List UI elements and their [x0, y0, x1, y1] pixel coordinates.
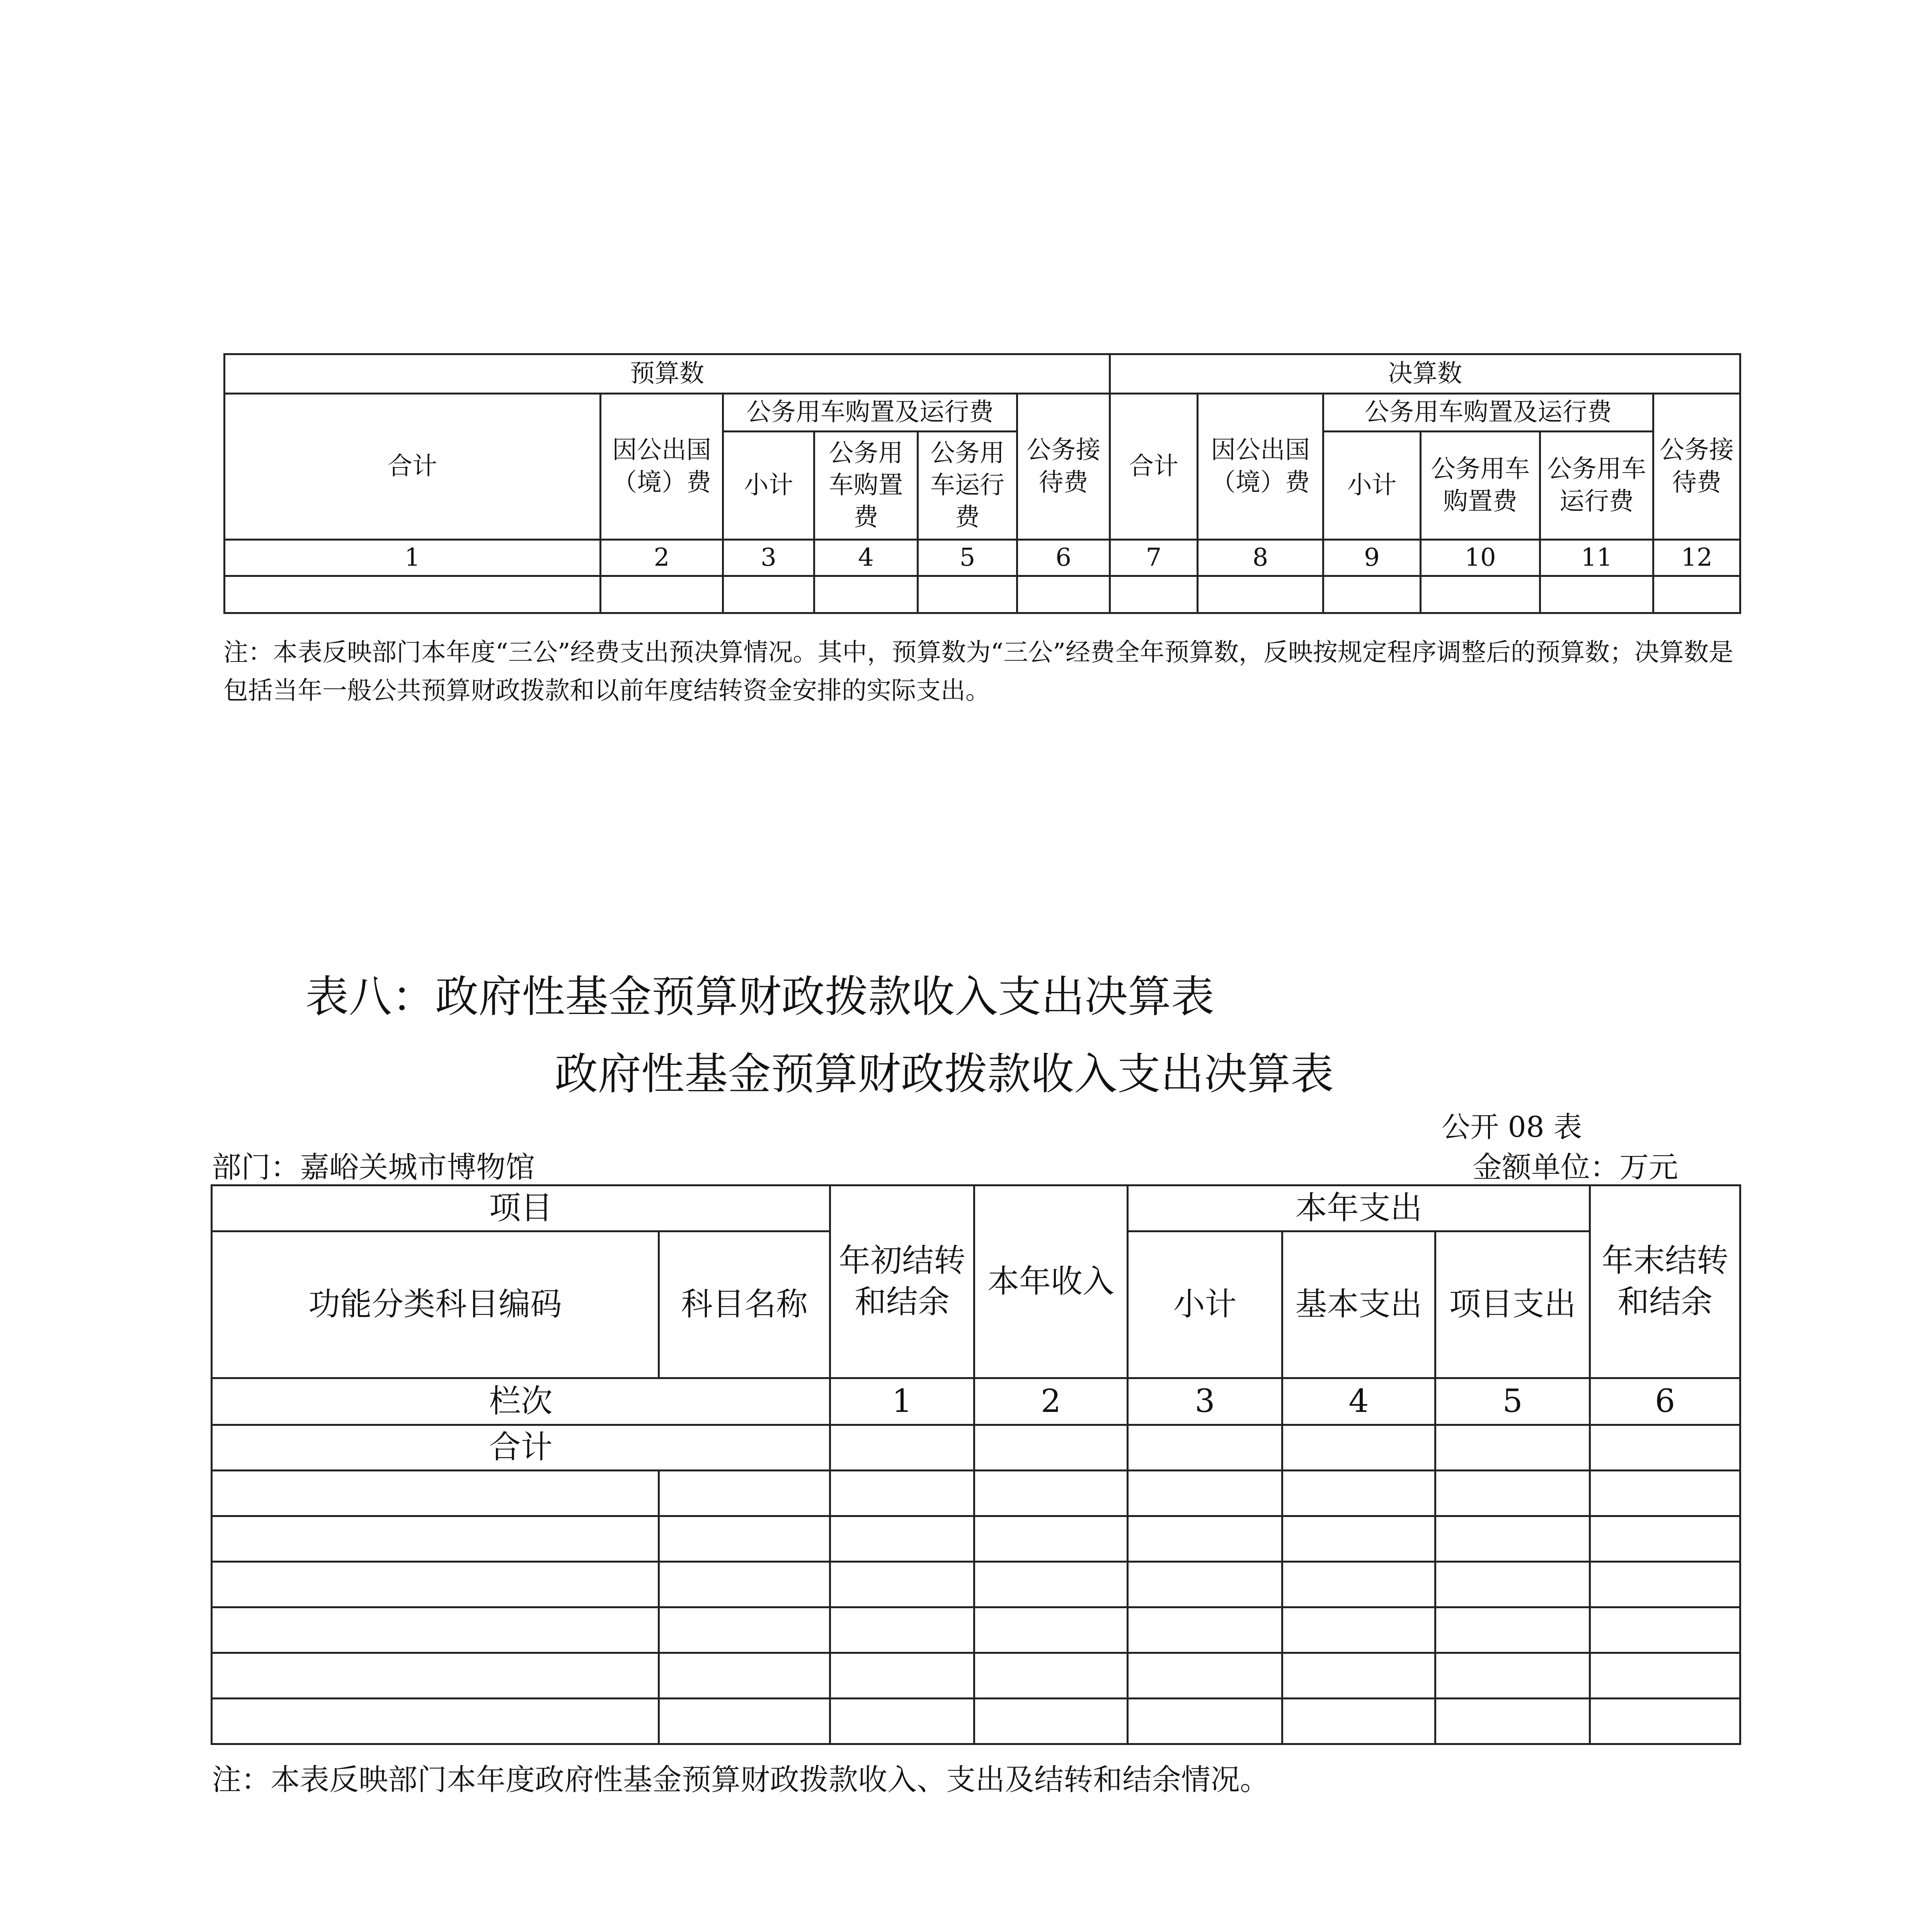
note-government-fund: 注：本表反映部门本年度政府性基金预算财政拨款收入、支出及结转和结余情况。 [212, 1762, 1269, 1797]
col-carry-begin: 年初结转 和结余 [830, 1185, 974, 1378]
col-vehicle-operation-budget: 公务用 车运行 费 [918, 432, 1017, 540]
col-overseas-final: 因公出国 （境）费 [1198, 394, 1323, 540]
table-row [212, 1607, 1740, 1653]
col-name: 科目名称 [659, 1231, 830, 1378]
three-public-expenses-table [223, 353, 1741, 614]
table-title: 政府性基金预算财政拨款收入支出决算表 [555, 1049, 1334, 1099]
col-number: 6 [1017, 540, 1110, 576]
col-total-final: 合计 [1110, 394, 1198, 540]
col-number: 11 [1540, 540, 1653, 576]
section-heading-8: 表八：政府性基金预算财政拨款收入支出决算表 [305, 972, 1214, 1022]
row-label: 栏次 [212, 1378, 830, 1425]
table-row [225, 576, 1740, 613]
note-three-public: 注：本表反映部门本年度“三公”经费支出预决算情况。其中，预算数为“三公”经费全年预算数，反映按规定程序调整后的预算数；决算数是包括当年一般公共预算财政拨款和以前年度结转资金安排的实际支出。 [223, 638, 1733, 706]
vehicle-group-final: 公务用车购置及运行费 [1323, 394, 1653, 432]
col-number: 1 [225, 540, 601, 576]
col-number: 5 [1435, 1378, 1590, 1425]
col-income: 本年收入 [974, 1185, 1128, 1378]
col-item: 项目 [212, 1185, 830, 1231]
col-subtotal: 小计 [1128, 1231, 1282, 1378]
col-number: 1 [830, 1378, 974, 1425]
total-row-label: 合计 [212, 1425, 830, 1471]
col-number: 2 [601, 540, 723, 576]
col-number: 6 [1590, 1378, 1740, 1425]
amount-unit-label: 金额单位：万元 [1473, 1150, 1678, 1184]
col-number: 12 [1653, 540, 1740, 576]
col-basic: 基本支出 [1282, 1231, 1435, 1378]
col-number: 9 [1323, 540, 1421, 576]
col-number: 4 [1282, 1378, 1435, 1425]
col-number: 3 [1128, 1378, 1282, 1425]
col-number: 2 [974, 1378, 1128, 1425]
table-row [212, 1562, 1740, 1607]
table-row [212, 1699, 1740, 1744]
col-vehicle-purchase-budget: 公务用 车购置 费 [814, 432, 918, 540]
col-overseas-budget: 因公出国 （境）费 [601, 394, 723, 540]
col-number: 5 [918, 540, 1017, 576]
col-number: 10 [1421, 540, 1540, 576]
col-expense-group: 本年支出 [1128, 1185, 1590, 1231]
col-number: 4 [814, 540, 918, 576]
vehicle-group-budget: 公务用车购置及运行费 [723, 394, 1017, 432]
col-project: 项目支出 [1435, 1231, 1590, 1378]
table-row [212, 1653, 1740, 1699]
table-row [212, 1516, 1740, 1562]
budget-header: 预算数 [225, 354, 1110, 394]
col-number: 7 [1110, 540, 1198, 576]
final-header: 决算数 [1110, 354, 1740, 394]
col-reception-final: 公务接 待费 [1653, 394, 1740, 540]
table-row [212, 1471, 1740, 1516]
col-vehicle-operation-final: 公务用车 运行费 [1540, 432, 1653, 540]
col-number: 8 [1198, 540, 1323, 576]
department-label: 部门：嘉峪关城市博物馆 [212, 1150, 535, 1184]
col-reception-budget: 公务接 待费 [1017, 394, 1110, 540]
col-code: 功能分类科目编码 [212, 1231, 659, 1378]
col-subtotal-budget: 小计 [723, 432, 814, 540]
col-total-budget: 合计 [225, 394, 601, 540]
col-number: 3 [723, 540, 814, 576]
col-carry-end: 年末结转 和结余 [1590, 1185, 1740, 1378]
col-vehicle-purchase-final: 公务用车 购置费 [1421, 432, 1540, 540]
form-number: 公开 08 表 [1442, 1111, 1582, 1144]
government-fund-table [211, 1184, 1741, 1745]
col-subtotal-final: 小计 [1323, 432, 1421, 540]
